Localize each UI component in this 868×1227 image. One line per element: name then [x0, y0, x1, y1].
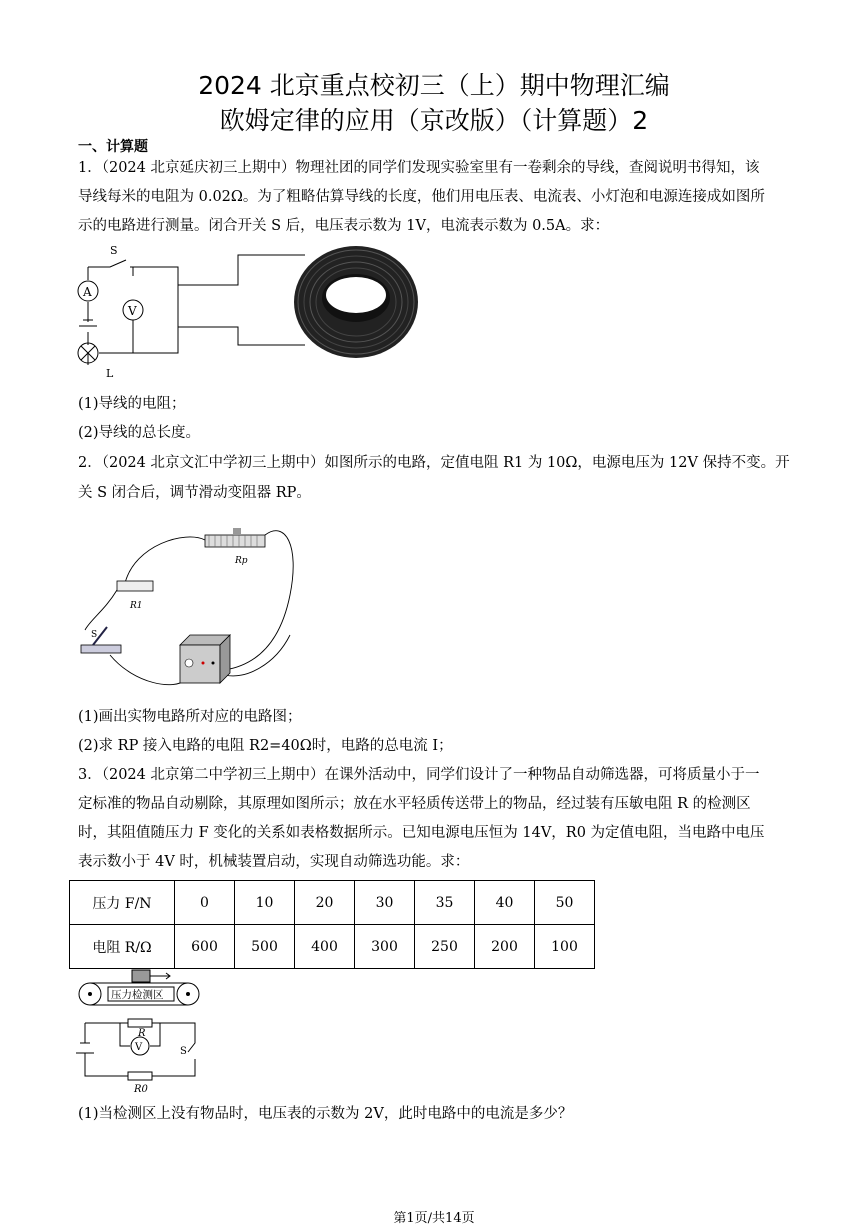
table-row	[70, 925, 595, 969]
q2-sub1: (1)画出实物电路所对应的电路图；	[78, 709, 302, 725]
q1-ammeter-label: A	[83, 285, 92, 299]
power-supply	[180, 635, 230, 683]
q2-rheostat-label: Rp	[235, 556, 248, 566]
q1-switch-label: S	[110, 244, 118, 257]
q2-text-line1: 2．（2024 北京文汇中学初三上期中）如图所示的电路，定值电阻 R1 为 10Ω，电源电压为 12V 保持不变。开	[78, 455, 790, 471]
q3-sub1: (1)当检测区上没有物品时，电压表的示数为 2V，此时电路中的电流是多少？	[78, 1106, 573, 1122]
table-cell: 200	[475, 925, 535, 969]
q3-text-line4: 表示数小于 4V 时，机械装置启动，实现自动筛选功能。求：	[78, 854, 470, 870]
table-cell: 20	[295, 881, 355, 925]
table-cell: 0	[175, 881, 235, 925]
table-header-resistance: 电阻 R/Ω	[70, 925, 175, 969]
table-cell: 40	[475, 881, 535, 925]
table-cell: 50	[535, 881, 595, 925]
table-header-force: 压力 F/N	[70, 881, 175, 925]
q1-circuit-figure	[70, 240, 450, 380]
table-cell: 35	[415, 881, 475, 925]
section-heading: 一、计算题	[78, 139, 148, 155]
q3-voltmeter-label: V	[135, 1042, 143, 1053]
table-cell: 10	[235, 881, 295, 925]
q1-text-line1: 1．（2024 北京延庆初三上期中）物理社团的同学们发现实验室里有一卷剩余的导线，查阅说明书得知，该	[78, 160, 760, 176]
q3-text-line3: 时，其阻值随压力 F 变化的关系如表格数据所示。已知电源电压恒为 14V，R0 为定值电阻，当电路中电压	[78, 825, 765, 841]
table-cell: 300	[355, 925, 415, 969]
q3-resistor-r-label: R	[138, 1028, 146, 1039]
q1-sub1: (1)导线的电阻；	[78, 396, 186, 412]
table-cell: 100	[535, 925, 595, 969]
rheostat	[205, 528, 265, 547]
table-row	[70, 881, 595, 925]
q1-voltmeter-label: V	[128, 304, 137, 318]
q2-sub2: (2)求 RP 接入电路的电阻 R2=40Ω时，电路的总电流 I；	[78, 738, 453, 754]
q3-text-line2: 定标准的物品自动剔除，其原理如图所示；放在水平轻质传送带上的物品，经过装有压敏电阻 R 的检测区	[78, 796, 751, 812]
q2-resistor-label: R1	[130, 601, 143, 611]
q1-sub2: (2)导线的总长度。	[78, 425, 201, 441]
q2-switch-label: S	[91, 630, 98, 640]
table-cell: 400	[295, 925, 355, 969]
page-footer: 第1页/共14页	[393, 1211, 475, 1226]
table-cell: 600	[175, 925, 235, 969]
page-title: 2024 北京重点校初三（上）期中物理汇编	[198, 71, 670, 100]
table-cell: 500	[235, 925, 295, 969]
wire-coil-image	[294, 246, 418, 358]
pressure-resistance-table	[69, 880, 595, 969]
q1-text-line2: 导线每米的电阻为 0.02Ω。为了粗略估算导线的长度，他们用电压表、电流表、小灯泡和电源连接成如图所	[78, 189, 765, 205]
knife-switch	[81, 627, 121, 653]
table-cell: 30	[355, 881, 415, 925]
q3-sorter-figure	[70, 966, 220, 1096]
q2-text-line2: 关 S 闭合后，调节滑动变阻器 RP。	[78, 485, 311, 501]
q1-lamp-label: L	[106, 367, 114, 380]
q3-resistor-r0-label: R0	[134, 1084, 148, 1095]
q2-physical-circuit-figure	[75, 515, 305, 695]
q3-switch-label: S	[180, 1046, 187, 1057]
q3-text-line1: 3．（2024 北京第二中学初三上期中）在课外活动中，同学们设计了一种物品自动筛选器，可将质量小于一	[78, 767, 760, 783]
page-subtitle: 欧姆定律的应用（京改版）（计算题）2	[219, 106, 649, 135]
q1-text-line3: 示的电路进行测量。闭合开关 S 后，电压表示数为 1V，电流表示数为 0.5A。求：	[78, 218, 610, 234]
resistor-r1	[117, 581, 153, 591]
detection-zone-label: 压力检测区	[111, 989, 164, 1001]
table-cell: 250	[415, 925, 475, 969]
